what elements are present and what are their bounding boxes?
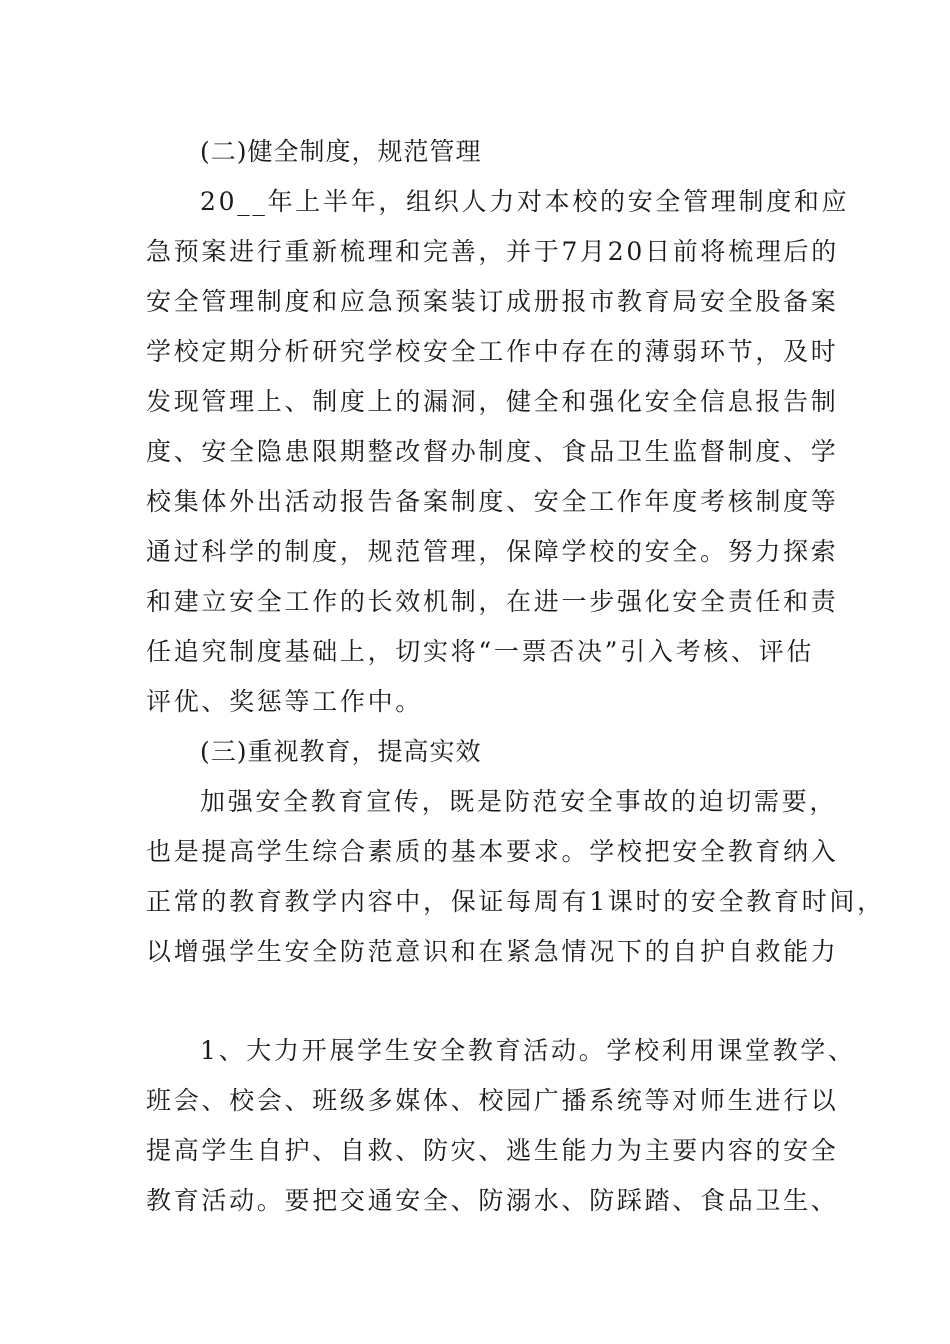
paragraph-line: 和建立安全工作的长效机制，在进一步强化安全责任和责 <box>146 587 839 616</box>
paragraph-line: 也是提高学生综合素质的基本要求。学校把安全教育纳入 <box>146 837 839 866</box>
paragraph-line: 通过科学的制度，规范管理，保障学校的安全。努力探索 <box>146 537 839 566</box>
paragraph-line: 正常的教育教学内容中，保证每周有1课时的安全教育时间， <box>146 887 885 916</box>
paragraph-line: 校集体外出活动报告备案制度、安全工作年度考核制度等 <box>146 487 839 516</box>
paragraph-line: 20__年上半年，组织人力对本校的安全管理制度和应 <box>200 187 850 216</box>
paragraph-line: 急预案进行重新梳理和完善，并于7月20日前将梳理后的 <box>146 237 839 266</box>
paragraph-line: 班会、校会、班级多媒体、校园广播系统等对师生进行以 <box>146 1086 839 1115</box>
section-heading-3: (三)重视教育，提高实效 <box>200 737 482 766</box>
paragraph-line: 以增强学生安全防范意识和在紧急情况下的自护自救能力 <box>146 937 839 966</box>
section-heading-2: (二)健全制度，规范管理 <box>200 137 482 166</box>
paragraph-line: 提高学生自护、自救、防灾、逃生能力为主要内容的安全 <box>146 1136 839 1165</box>
paragraph-line: 评优、奖惩等工作中。 <box>146 687 424 716</box>
paragraph-line: 学校定期分析研究学校安全工作中存在的薄弱环节，及时 <box>146 337 839 366</box>
paragraph-line: 教育活动。要把交通安全、防溺水、防踩踏、食品卫生、 <box>146 1186 839 1215</box>
paragraph-line: 任追究制度基础上，切实将“一票否决”引入考核、评估 <box>146 637 815 666</box>
paragraph-line: 发现管理上、制度上的漏洞，健全和强化安全信息报告制 <box>146 387 839 416</box>
paragraph-line: 安全管理制度和应急预案装订成册报市教育局安全股备案 <box>146 287 839 316</box>
paragraph-line: 加强安全教育宣传，既是防范安全事故的迫切需要， <box>200 787 838 816</box>
list-item-1: 1、大力开展学生安全教育活动。学校利用课堂教学、 <box>200 1036 856 1065</box>
paragraph-line: 度、安全隐患限期整改督办制度、食品卫生监督制度、学 <box>146 437 839 466</box>
